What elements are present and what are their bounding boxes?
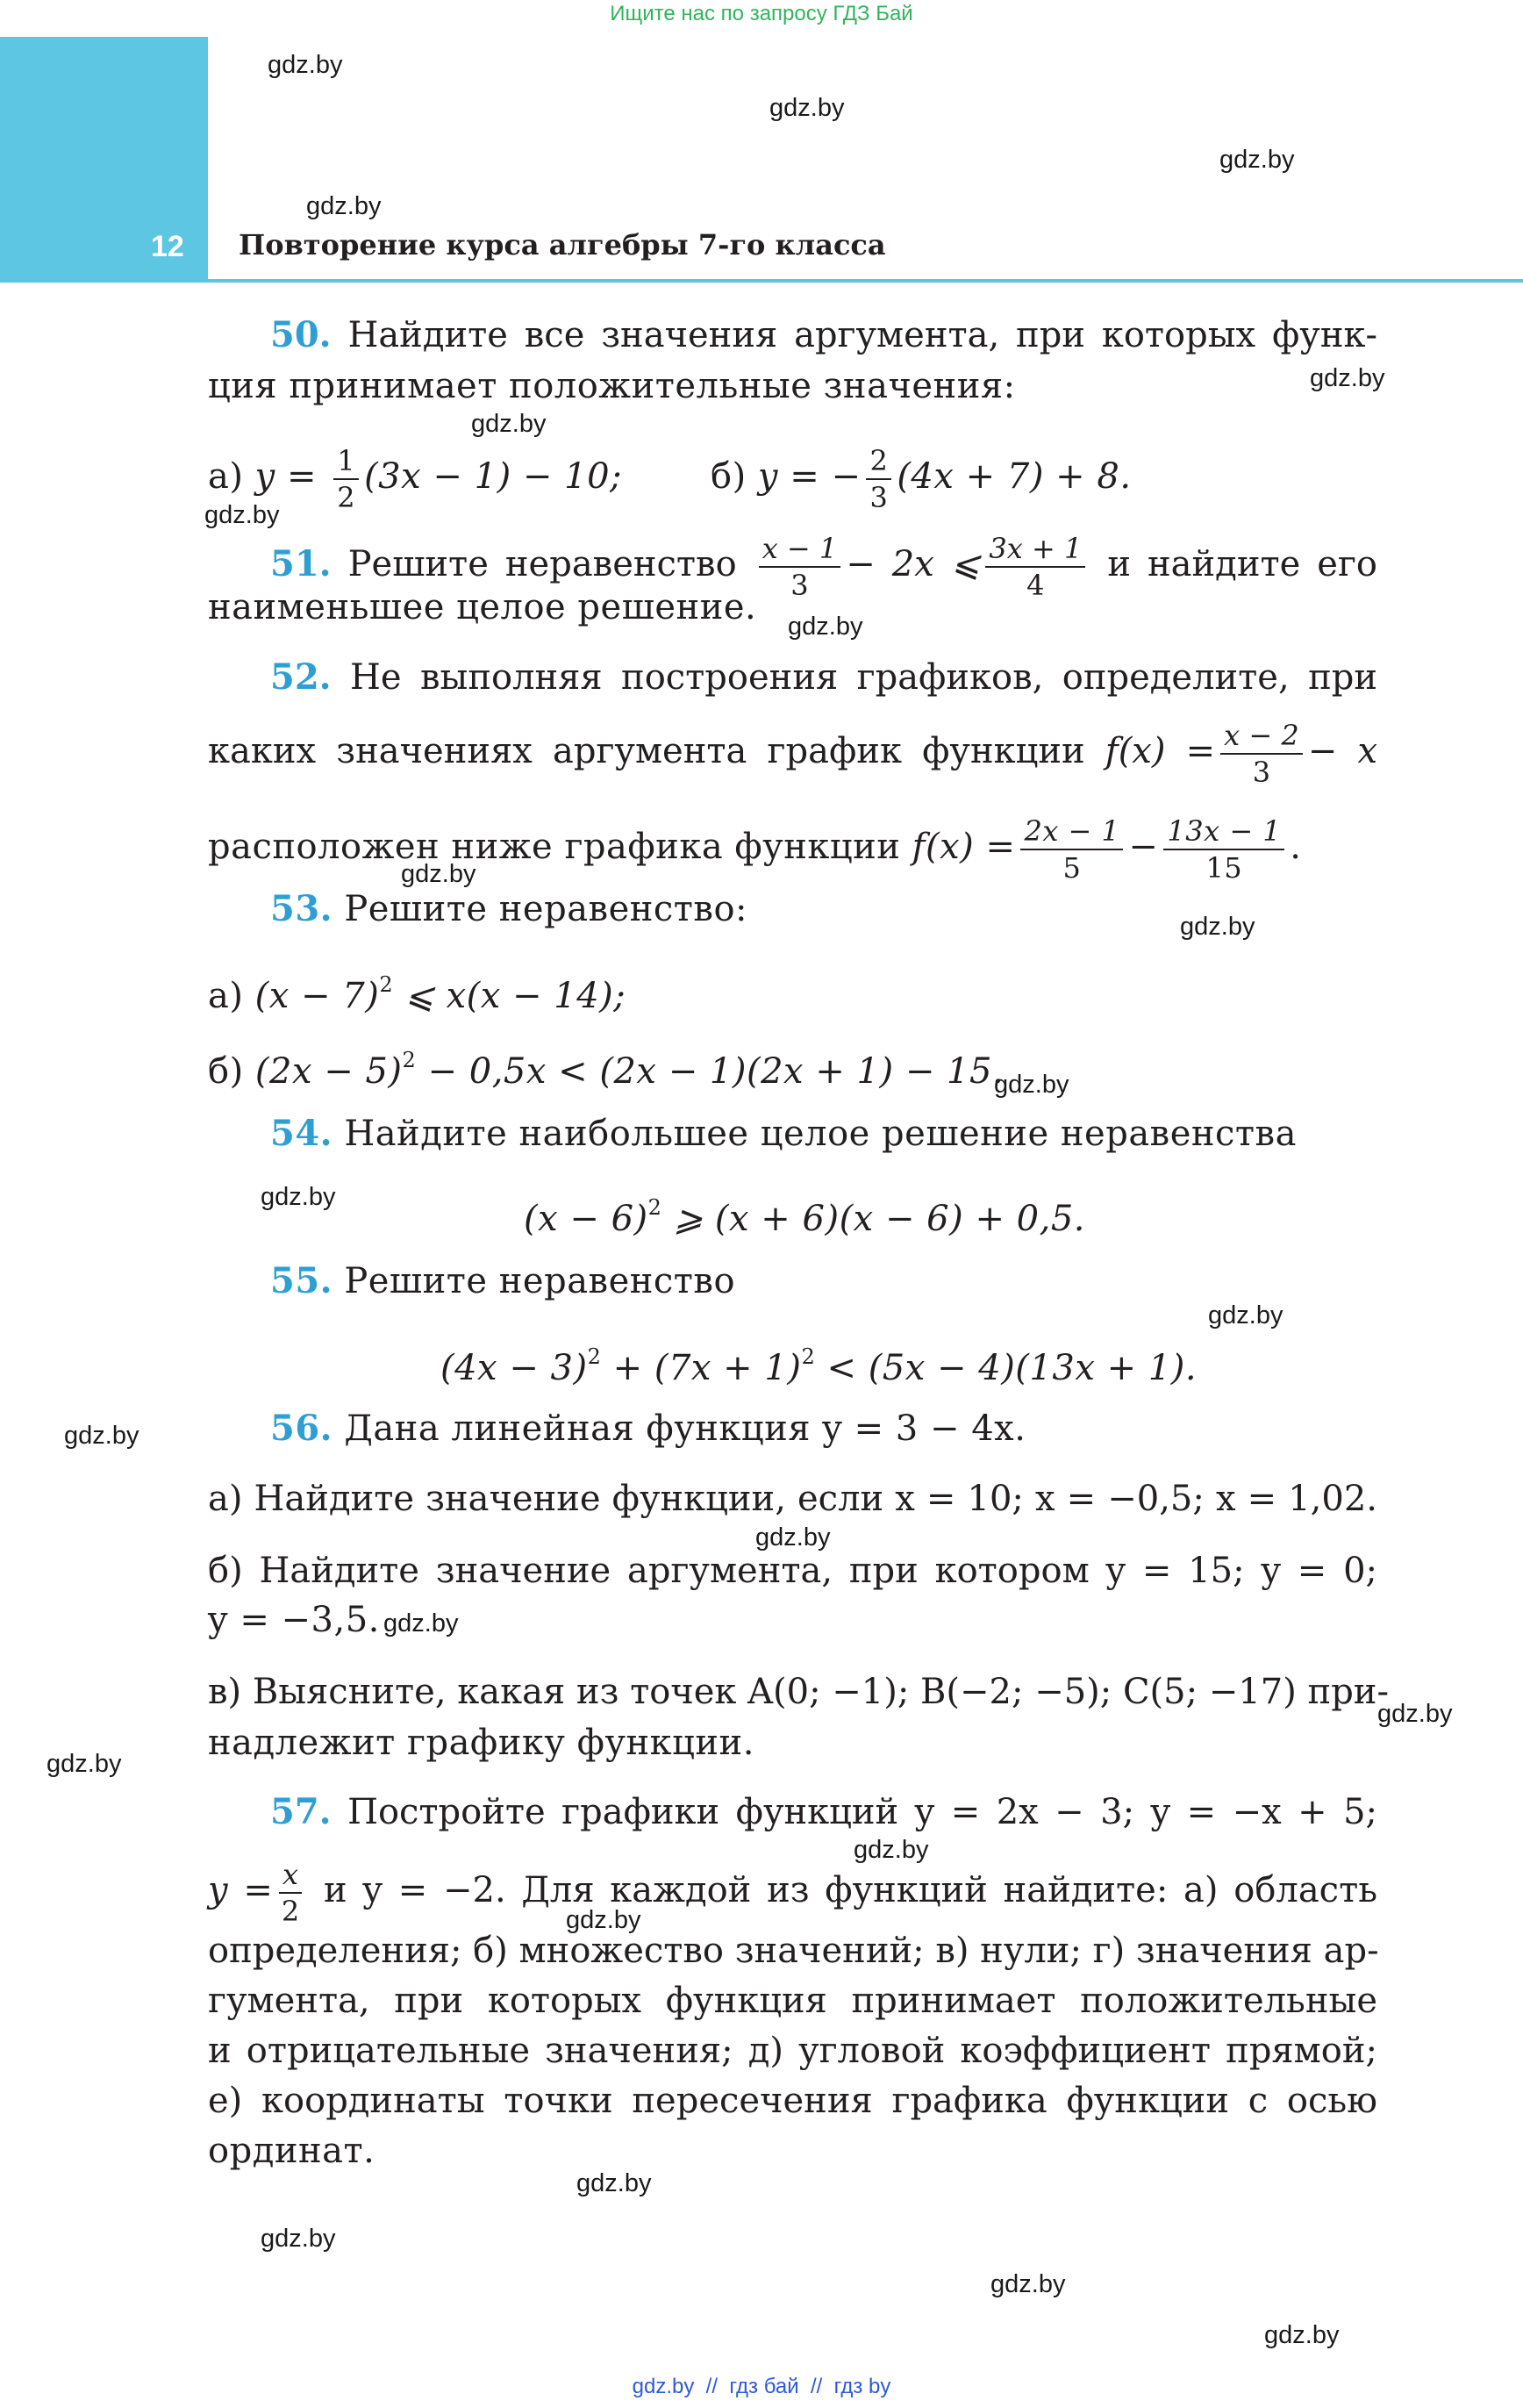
problem-55-line1: 55. Решите неравенство bbox=[270, 1260, 736, 1301]
watermark: gdz.by bbox=[1310, 364, 1385, 392]
footer-links: gdz.by // гдз бай // гдз by bbox=[632, 2375, 891, 2398]
watermark: gdz.by bbox=[306, 192, 382, 220]
page-title: Повторение курса алгебры 7-го класса bbox=[239, 228, 886, 262]
page-number: 12 bbox=[151, 230, 184, 263]
watermark: gdz.by bbox=[401, 860, 476, 888]
problem-51-line1: 51. Решите неравенство $\frac{x - 1}{3}$ − 2x ⩽ $\frac{3x + 1}{4}$ и найдите его bbox=[270, 532, 1378, 602]
problem-56-option-a: а) Найдите значение функции, если x = 10; x = −0,5; x = 1,02. bbox=[208, 1479, 1377, 1519]
watermark: gdz.by bbox=[1180, 913, 1255, 941]
watermark: gdz.by bbox=[268, 51, 343, 79]
problem-53-line1: 53. Решите неравенство: bbox=[270, 888, 748, 929]
problem-54-line1: 54. Найдите наибольшее целое решение неравенства bbox=[270, 1113, 1297, 1154]
watermark: gdz.by bbox=[566, 1906, 641, 1934]
problem-50-option-a: а) y = $\frac{1}{2}$ (3x − 1) − 10; bbox=[208, 444, 623, 514]
problem-57-line7: ординат. bbox=[208, 2131, 375, 2171]
watermark: gdz.by bbox=[261, 2225, 336, 2253]
watermark: gdz.by bbox=[471, 410, 547, 438]
watermark: gdz.by bbox=[990, 2270, 1066, 2298]
header-rule bbox=[208, 279, 1523, 283]
problem-57-line3: определения; б) множество значений; в) нули; г) значения ар- bbox=[208, 1931, 1379, 1971]
problem-57-line1: 57. Постройте графики функций y = 2x − 3; y = −x + 5; bbox=[270, 1791, 1378, 1832]
problem-number: 57. bbox=[270, 1791, 332, 1832]
problem-57-line4: гумента, при которых функция принимает положительные bbox=[208, 1981, 1377, 2021]
problem-52-line3: расположен ниже графика функции f(x) = $\frac{2x - 1}{5}$ − $\frac{13x - 1}{15}$ . bbox=[208, 814, 1302, 885]
problem-number: 56. bbox=[270, 1408, 333, 1449]
problem-51-line2: наименьшее целое решение. bbox=[208, 587, 757, 627]
problem-57-line6: е) координаты точки пересечения графика функции с осью bbox=[208, 2081, 1377, 2121]
problem-56-line1: 56. Дана линейная функция y = 3 − 4x. bbox=[270, 1408, 1026, 1449]
problem-number: 54. bbox=[270, 1113, 333, 1154]
top-banner: Ищите нас по запросу ГДЗ Бай bbox=[610, 2, 913, 25]
problem-53-option-b: б) $(2x - 5)^2 - 0,5x < (2x - 1)(2x + 1) - 15$. bbox=[208, 1048, 1005, 1092]
watermark: gdz.by bbox=[46, 1750, 122, 1778]
problem-number: 53. bbox=[270, 888, 333, 929]
problem-57-line5: и отрицательные значения; д) угловой коэффициент прямой; bbox=[208, 2031, 1377, 2071]
problem-57-line2: y = $\frac{x}{2}$ и y = −2. Для каждой из функций найдите: а) область bbox=[208, 1858, 1377, 1928]
watermark: gdz.by bbox=[1264, 2321, 1340, 2349]
watermark: gdz.by bbox=[755, 1523, 831, 1552]
problem-56-option-c-line1: в) Выясните, какая из точек A(0; −1); B(−2; −5); C(5; −17) при- bbox=[208, 1672, 1389, 1712]
problem-56-option-b-line2: y = −3,5. bbox=[208, 1600, 380, 1640]
problem-55-expression: $(4x - 3)^2 + (7x + 1)^2 < (5x - 4)(13x + 1)$. bbox=[440, 1344, 1198, 1388]
watermark: gdz.by bbox=[261, 1183, 336, 1211]
problem-number: 55. bbox=[270, 1260, 333, 1301]
problem-50-line1: 50. Найдите все значения аргумента, при которых функ- bbox=[270, 314, 1377, 355]
problem-50-option-b: б) y = − $\frac{2}{3}$ (4x + 7) + 8. bbox=[711, 444, 1132, 514]
watermark: gdz.by bbox=[64, 1422, 139, 1450]
watermark: gdz.by bbox=[854, 1836, 929, 1864]
problem-56-option-b-line1: б) Найдите значение аргумента, при котором y = 15; y = 0; bbox=[208, 1551, 1377, 1591]
watermark: gdz.by bbox=[1219, 146, 1295, 174]
watermark: gdz.by bbox=[204, 501, 280, 529]
problem-53-option-a: а) $(x - 7)^2$ ⩽ x(x − 14); bbox=[208, 972, 626, 1016]
problem-number: 51. bbox=[270, 543, 332, 584]
watermark: gdz.by bbox=[1208, 1301, 1283, 1329]
watermark: gdz.by bbox=[788, 613, 863, 641]
watermark: gdz.by bbox=[383, 1609, 459, 1638]
watermark: gdz.by bbox=[769, 94, 845, 122]
problem-number: 52. bbox=[270, 656, 332, 698]
problem-52-line2: каких значениях аргумента график функции f(x) = $\frac{x - 2}{3}$ − x bbox=[208, 719, 1377, 789]
problem-54-expression: $(x - 6)^2$ ⩾ (x + 6)(x − 6) + 0,5. bbox=[524, 1195, 1085, 1239]
problem-50-line2: ция принимает положительные значения: bbox=[208, 366, 1016, 406]
problem-56-option-c-line2: надлежит графику функции. bbox=[208, 1723, 754, 1763]
watermark: gdz.by bbox=[994, 1071, 1069, 1099]
problem-52-line1: 52. Не выполняя построения графиков, определите, при bbox=[270, 656, 1377, 698]
watermark: gdz.by bbox=[576, 2169, 652, 2197]
watermark: gdz.by bbox=[1377, 1700, 1453, 1728]
problem-number: 50. bbox=[270, 314, 332, 355]
